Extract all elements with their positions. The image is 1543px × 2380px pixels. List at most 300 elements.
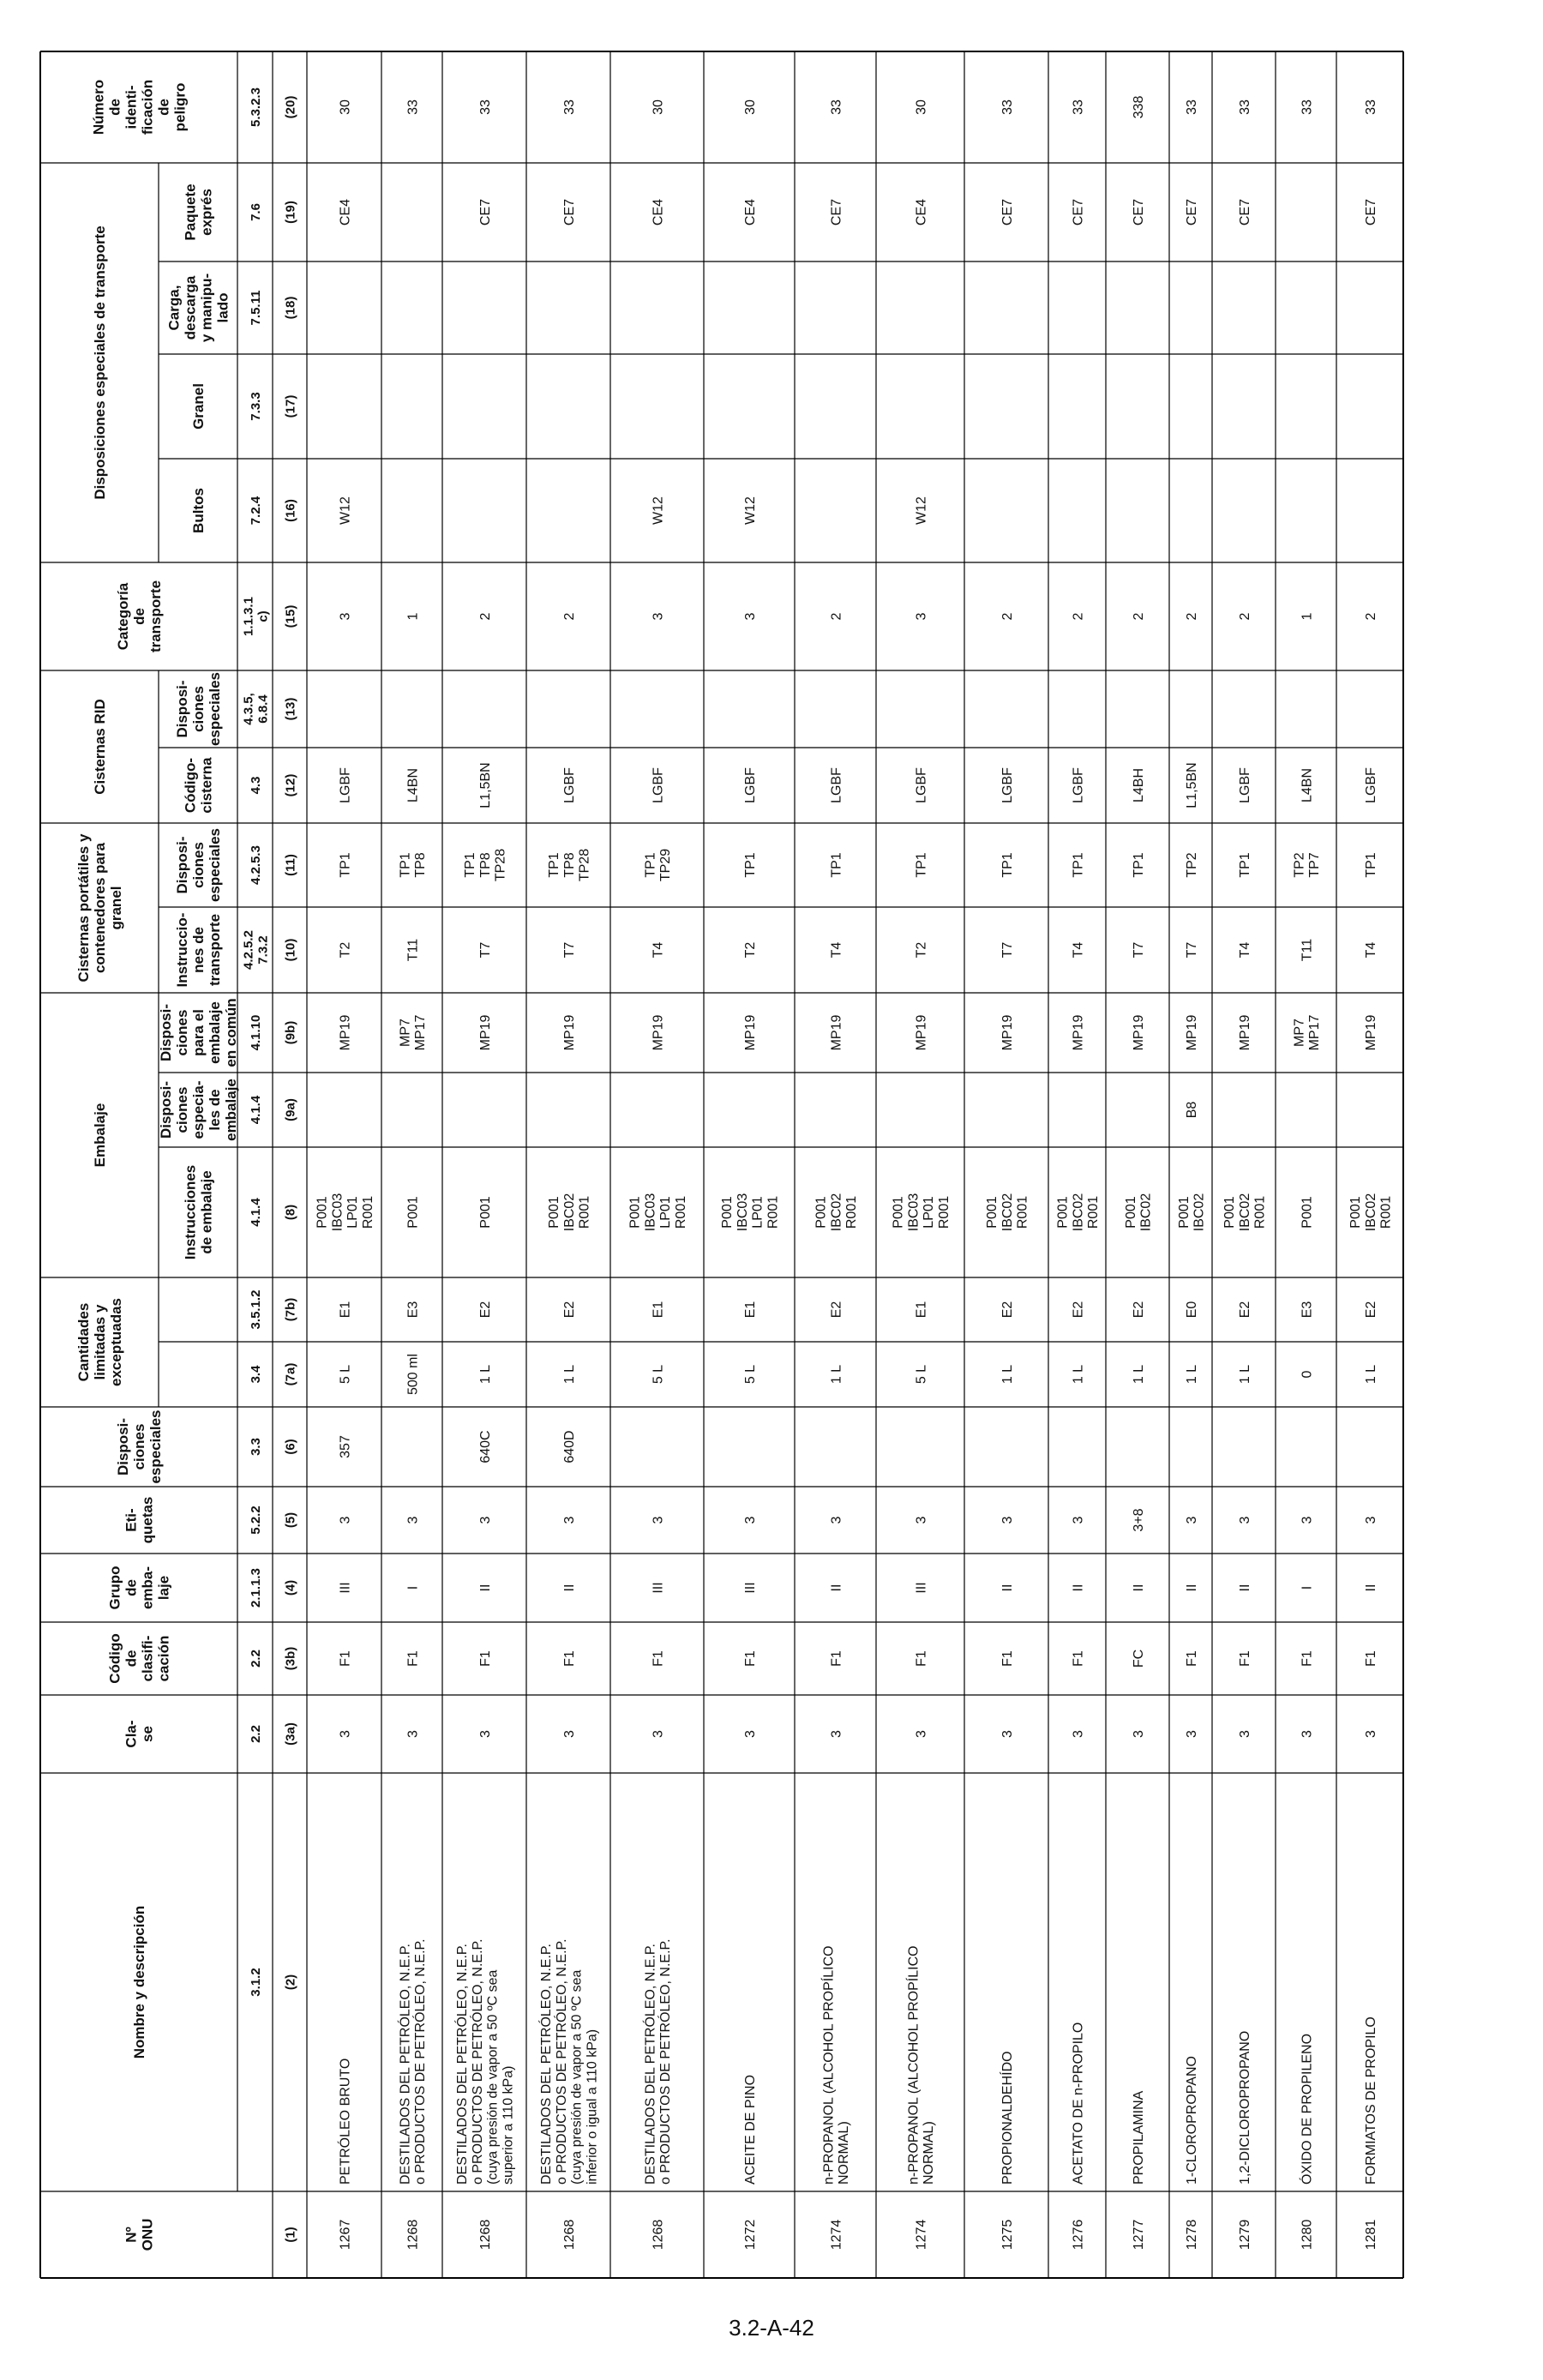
header-disp_transporte: [92, 225, 108, 499]
text-line: MP19: [1000, 1014, 1015, 1051]
text-line: descarga: [182, 275, 199, 340]
header-cod: [107, 1633, 172, 1684]
header-embalaje: [92, 1103, 108, 1168]
table-cell: [1185, 2220, 1199, 2251]
text-line: clasifi-: [139, 1635, 156, 1682]
text-line: F1: [914, 1650, 929, 1667]
ref-cell: [249, 777, 263, 795]
text-line: 2: [1237, 612, 1252, 621]
text-line: F1: [1300, 1650, 1315, 1667]
text-line: (19): [283, 201, 298, 224]
colnum-cell: [283, 499, 297, 522]
table-cell: [1364, 942, 1378, 959]
table-cell: [1185, 1730, 1199, 1738]
table-cell: [1300, 1516, 1314, 1524]
text-line: lado: [214, 292, 231, 323]
text-line: F1: [651, 1650, 666, 1667]
text-line: 33: [1300, 99, 1315, 115]
table-cell: [1185, 852, 1199, 877]
text-line: (16): [283, 499, 298, 522]
table-cell: [338, 1365, 352, 1384]
text-line: LGBF: [1071, 767, 1086, 803]
text-line: R001: [1378, 1195, 1394, 1229]
text-line: 1: [1300, 612, 1315, 621]
table-cell: [1222, 1193, 1268, 1232]
table-cell: [743, 1301, 758, 1319]
text-line: F1: [829, 1650, 844, 1667]
table-cell: [1364, 1516, 1378, 1524]
table-cell: [1071, 767, 1085, 803]
text-line: T7: [561, 941, 577, 959]
text-line: 1272: [742, 2219, 758, 2251]
text-line: Carga,: [165, 285, 183, 331]
text-line: 3: [477, 1730, 493, 1738]
text-line: Instruccio-: [174, 912, 191, 988]
table-cell: [562, 1301, 577, 1319]
text-line: 3: [1363, 1730, 1378, 1738]
text-line: PROPILAMINA: [1131, 2090, 1146, 2185]
header-disp_comun: [158, 998, 239, 1067]
text-line: 3: [1300, 1730, 1315, 1738]
text-line: CE4: [914, 198, 929, 226]
text-line: embalaje: [207, 1001, 224, 1064]
table-cell: [338, 1516, 352, 1524]
text-line: 4.1.4: [248, 1198, 263, 1227]
text-line: LGBF: [561, 767, 577, 803]
text-line: 2: [1131, 612, 1146, 621]
colnum-cell: [283, 1512, 297, 1528]
text-line: E2: [829, 1301, 844, 1319]
text-line: CE7: [1184, 198, 1199, 226]
text-line: 2: [1363, 612, 1378, 621]
text-line: 338: [1131, 95, 1146, 119]
table-cell: [914, 1582, 928, 1593]
text-line: 3: [405, 1730, 421, 1738]
table-cell: [1238, 1365, 1252, 1384]
text-line: 1279: [1237, 2219, 1252, 2251]
table-cell: [478, 1365, 493, 1384]
text-line: 1276: [1071, 2219, 1086, 2251]
table-cell: [1364, 2220, 1378, 2251]
table-cell: [829, 1365, 844, 1384]
table-cell: [743, 852, 758, 877]
text-line: Nº: [123, 2227, 140, 2243]
text-line: 33: [561, 99, 577, 115]
table-cell: [1185, 1015, 1199, 1051]
text-line: Cantidades: [75, 1302, 93, 1382]
table-cell: [651, 1516, 665, 1524]
table-cell: [1000, 199, 1015, 225]
table-cell: [478, 2220, 493, 2251]
text-line: P001: [627, 1196, 643, 1229]
table-cell: [743, 1015, 758, 1051]
text-line: 30: [742, 99, 758, 115]
table-cell: [405, 2220, 420, 2251]
table-cell: [478, 199, 493, 225]
ref-cell: [249, 291, 263, 326]
text-line: IBC03: [330, 1193, 345, 1232]
text-line: limitadas y: [92, 1304, 109, 1380]
text-line: E2: [1131, 1301, 1146, 1319]
table-cell: [1238, 2031, 1252, 2185]
text-line: (17): [283, 394, 298, 418]
table-cell: [1238, 1015, 1252, 1051]
text-line: TP1: [1363, 852, 1378, 878]
table-cell: [1300, 99, 1314, 115]
text-line: 33: [477, 99, 493, 115]
text-line: 1268: [477, 2219, 493, 2251]
page-number: 3.2-A-42: [729, 2315, 814, 2341]
text-line: para el: [190, 1009, 207, 1056]
text-line: W12: [914, 496, 929, 525]
table-cell: [1000, 99, 1015, 115]
text-line: MP19: [829, 1014, 844, 1051]
colnum-cell: [283, 698, 297, 721]
colnum-cell: [283, 605, 297, 628]
table-cell: [562, 1650, 577, 1667]
table-cell: [1364, 2016, 1378, 2185]
table-cell: [338, 1730, 352, 1738]
table-cell: [904, 1945, 936, 2185]
text-line: ciones: [131, 1423, 148, 1470]
text-line: 3: [1184, 1516, 1199, 1524]
colnum-cell: [283, 2227, 297, 2242]
table-cell: [1364, 1365, 1378, 1384]
text-line: E2: [1237, 1301, 1252, 1319]
text-line: TP2: [1292, 852, 1307, 878]
text-line: F1: [338, 1650, 353, 1667]
text-line: (cuya presión de vapor a 50 ºC sea: [569, 1969, 585, 2185]
text-line: TP8: [477, 852, 493, 878]
text-line: 3: [742, 1516, 758, 1524]
text-line: FC: [1131, 1649, 1146, 1668]
table-cell: [478, 1730, 493, 1738]
table-cell: [478, 1516, 493, 1524]
text-line: T2: [338, 941, 353, 959]
colnum-cell: [283, 939, 297, 962]
text-line: CE7: [1071, 198, 1086, 226]
ref-cell: [249, 203, 263, 221]
text-line: les de: [207, 1089, 224, 1131]
text-line: 3: [742, 1730, 758, 1738]
text-line: (10): [283, 938, 298, 962]
text-line: II: [829, 1584, 844, 1592]
text-line: (cuya presión de vapor a 50 ºC sea: [485, 1969, 501, 2185]
text-line: 357: [338, 1435, 353, 1458]
text-line: de: [106, 99, 123, 116]
text-line: LP01: [750, 1196, 765, 1229]
text-line: T4: [1237, 941, 1252, 959]
table-cell: [829, 612, 844, 620]
table-cell: [829, 2220, 844, 2251]
table-cell: [1185, 99, 1199, 115]
text-line: 3: [1071, 1730, 1086, 1738]
text-line: (9a): [283, 1098, 298, 1121]
text-line: P001: [1176, 1196, 1192, 1229]
table-cell: [651, 99, 665, 115]
colnum-cell: [283, 395, 297, 418]
text-line: se: [139, 1726, 156, 1742]
text-line: MP19: [1131, 1014, 1146, 1051]
text-line: 2: [561, 612, 577, 621]
text-line: 7.3.3: [248, 392, 263, 421]
text-line: LGBF: [338, 767, 353, 803]
table-cell: [463, 849, 508, 881]
colnum-cell: [283, 96, 297, 119]
text-line: 2: [477, 612, 493, 621]
text-line: TP28: [493, 848, 508, 882]
table-cell: [562, 1516, 577, 1524]
text-line: 3: [1131, 1730, 1146, 1738]
table-cell: [478, 1196, 493, 1228]
text-line: cisterna: [198, 757, 215, 814]
text-line: o PRODUCTOS DE PETRÓLEO, N.E.P.: [470, 1938, 485, 2185]
text-line: 1 L: [829, 1364, 844, 1385]
text-line: LGBF: [829, 767, 844, 803]
text-line: E1: [338, 1301, 353, 1319]
table-cell: [562, 1584, 577, 1592]
table-cell: [829, 99, 844, 115]
text-line: CE7: [829, 198, 844, 226]
table-cell: [562, 767, 577, 803]
table-cell: [537, 1938, 600, 2185]
text-line: 33: [829, 99, 844, 115]
text-line: 3.5.1.2: [248, 1289, 263, 1330]
text-line: CE7: [1237, 198, 1252, 226]
ref-cell: [249, 1506, 263, 1534]
table-cell: [405, 1586, 420, 1590]
text-line: P001: [891, 1196, 906, 1229]
text-line: 3: [914, 1516, 929, 1524]
text-line: I: [405, 1585, 421, 1590]
text-line: de: [123, 1650, 140, 1668]
text-line: emba-: [139, 1566, 156, 1610]
text-line: III: [742, 1582, 758, 1594]
table-cell: [562, 1430, 577, 1463]
table-cell: [562, 1365, 577, 1384]
text-line: E1: [742, 1301, 758, 1319]
text-line: II: [1071, 1584, 1086, 1592]
table-cell: [1055, 1193, 1101, 1232]
table-cell: [1364, 1584, 1378, 1592]
text-line: embalaje: [223, 1079, 240, 1141]
text-line: P001: [477, 1196, 493, 1229]
colnum-cell: [283, 854, 297, 876]
text-line: MP17: [1307, 1014, 1323, 1051]
text-line: 5 L: [914, 1364, 929, 1385]
text-line: FORMIATOS DE PROPILO: [1363, 2016, 1378, 2185]
table-cell: [1132, 1730, 1146, 1738]
table-cell: [1000, 612, 1015, 620]
text-line: 1,2-DICLOROPROPANO: [1237, 2030, 1252, 2185]
ref-cell: [249, 1968, 263, 1996]
text-line: T2: [914, 941, 929, 959]
text-line: (3b): [283, 1646, 298, 1671]
table-cell: [914, 199, 928, 225]
table-cell: [1124, 1193, 1154, 1232]
text-line: F1: [1184, 1650, 1199, 1667]
text-line: Eti-: [123, 1508, 140, 1532]
text-line: (15): [283, 604, 298, 628]
table-cell: [1364, 1301, 1378, 1319]
table-cell: [1132, 1365, 1146, 1384]
text-line: o PRODUCTOS DE PETRÓLEO, N.E.P.: [413, 1938, 429, 2185]
table-cell: [1364, 767, 1378, 803]
table-cell: [1238, 1584, 1252, 1592]
header-name: [131, 1906, 147, 2059]
text-line: R001: [844, 1195, 860, 1229]
header-clase: [123, 1720, 156, 1747]
text-line: DESTILADOS DEL PETRÓLEO, N.E.P.: [538, 1944, 554, 2185]
text-line: 3.3: [248, 1438, 263, 1456]
text-line: ciones: [174, 1009, 191, 1056]
text-line: 1: [405, 612, 421, 621]
text-line: L4BN: [1300, 767, 1315, 803]
table-cell: [1238, 767, 1252, 803]
table-cell: [478, 1584, 493, 1592]
table-cell: [405, 1354, 420, 1395]
text-line: MP19: [1071, 1014, 1086, 1051]
header-cod_cist: [183, 757, 215, 814]
text-line: III: [338, 1582, 353, 1594]
header-disp_rid: [174, 672, 223, 746]
text-line: W12: [742, 496, 758, 525]
table-cell: [1238, 1650, 1252, 1667]
table-cell: [562, 1015, 577, 1051]
text-line: n-PROPANOL (ALCOHOL PROPÍLICO: [821, 1945, 837, 2185]
table-cell: [1132, 852, 1146, 877]
ref-cell: [249, 1095, 263, 1124]
colnum-cell: [283, 1580, 297, 1596]
table-cell: [478, 612, 493, 620]
text-line: (20): [283, 95, 298, 119]
table-cell: [743, 1365, 758, 1384]
table-cell: [1300, 939, 1314, 961]
header-disp_cist: [174, 828, 223, 902]
text-line: MP19: [651, 1014, 666, 1051]
text-line: MP7: [398, 1019, 413, 1047]
ref-cell: [249, 1015, 263, 1051]
text-line: E2: [1000, 1301, 1015, 1319]
text-line: 1 L: [477, 1364, 493, 1385]
table-cell: [478, 762, 493, 808]
table-cell: [1238, 199, 1252, 225]
table-cell: [398, 1015, 428, 1051]
text-line: de: [123, 1579, 140, 1596]
text-line: T4: [651, 941, 666, 959]
table-cell: [478, 1015, 493, 1051]
text-line: L1,5BN: [477, 762, 493, 808]
text-line: MP19: [338, 1014, 353, 1051]
text-line: (3a): [283, 1722, 298, 1746]
text-line: P001: [1123, 1196, 1138, 1229]
text-line: 500 ml: [405, 1353, 421, 1396]
table-cell: [651, 1301, 665, 1319]
table-cell: [1185, 1102, 1199, 1119]
text-line: IBC02: [1237, 1193, 1252, 1232]
table-cell: [743, 2220, 758, 2251]
text-line: transporte: [147, 580, 165, 653]
table-cell: [1364, 99, 1378, 115]
table-cell: [338, 496, 352, 525]
text-line: 1 L: [1000, 1364, 1015, 1385]
text-line: P001: [315, 1196, 330, 1229]
text-line: CE4: [338, 198, 353, 226]
text-line: Disposi-: [174, 680, 191, 738]
table-cell: [829, 852, 844, 877]
table-cell: [1132, 2090, 1146, 2185]
text-line: (8): [283, 1204, 298, 1221]
text-line: III: [914, 1582, 929, 1594]
text-line: Cisternas RID: [92, 699, 109, 795]
text-line: ciones: [190, 686, 207, 732]
text-line: 5 L: [651, 1364, 666, 1385]
table-cell: [643, 849, 673, 881]
text-line: MP19: [561, 1014, 577, 1051]
text-line: II: [1363, 1584, 1378, 1592]
table-cell: [478, 942, 493, 959]
text-line: IBC02: [1192, 1193, 1207, 1232]
table-cell: [1132, 1508, 1146, 1531]
text-line: Código-: [182, 757, 199, 814]
table-cell: [1364, 1650, 1378, 1667]
header-cisternas_port: [75, 833, 124, 982]
table-cell: [547, 1193, 592, 1232]
text-line: F1: [405, 1650, 421, 1667]
table-cell: [338, 1435, 352, 1458]
text-line: Categoría: [115, 582, 132, 651]
text-line: 6.8.4: [255, 694, 271, 724]
text-line: peligro: [171, 82, 189, 132]
table-cell: [1132, 96, 1146, 119]
text-line: LP01: [658, 1196, 674, 1229]
text-line: de embalaje: [198, 1170, 215, 1254]
text-line: 1 L: [1071, 1364, 1086, 1385]
text-line: E2: [1071, 1301, 1086, 1319]
table-cell: [914, 1516, 928, 1524]
text-line: ciones: [174, 1086, 191, 1133]
table-cell: [1000, 1730, 1015, 1738]
text-line: MP19: [914, 1014, 929, 1051]
text-line: (6): [283, 1439, 298, 1455]
table-cell: [1300, 1370, 1314, 1378]
text-line: TP2: [1184, 852, 1199, 878]
text-line: P001: [546, 1196, 561, 1229]
table-cell: [914, 767, 928, 803]
text-line: (13): [283, 697, 298, 721]
table-cell: [651, 1650, 665, 1667]
table-cell: [914, 1301, 928, 1319]
text-line: T2: [742, 941, 758, 959]
table-cell: [1185, 1301, 1199, 1319]
table-cell: [743, 1650, 758, 1667]
text-line: 1268: [405, 2219, 421, 2251]
text-line: 3: [477, 1516, 493, 1524]
text-line: IBC03: [735, 1193, 750, 1232]
text-line: F1: [1363, 1650, 1378, 1667]
text-line: LGBF: [1363, 767, 1378, 803]
table-cell: [985, 1193, 1030, 1232]
ref-cell: [249, 1365, 263, 1384]
table-cell: [829, 1650, 844, 1667]
text-line: IBC02: [829, 1193, 844, 1232]
table-cell: [1000, 852, 1015, 877]
text-line: granel: [108, 886, 125, 930]
text-line: 33: [405, 99, 421, 115]
text-line: (12): [283, 773, 298, 797]
text-line: o PRODUCTOS DE PETRÓLEO, N.E.P.: [658, 1938, 674, 2185]
ref-cell: [249, 1568, 263, 1608]
